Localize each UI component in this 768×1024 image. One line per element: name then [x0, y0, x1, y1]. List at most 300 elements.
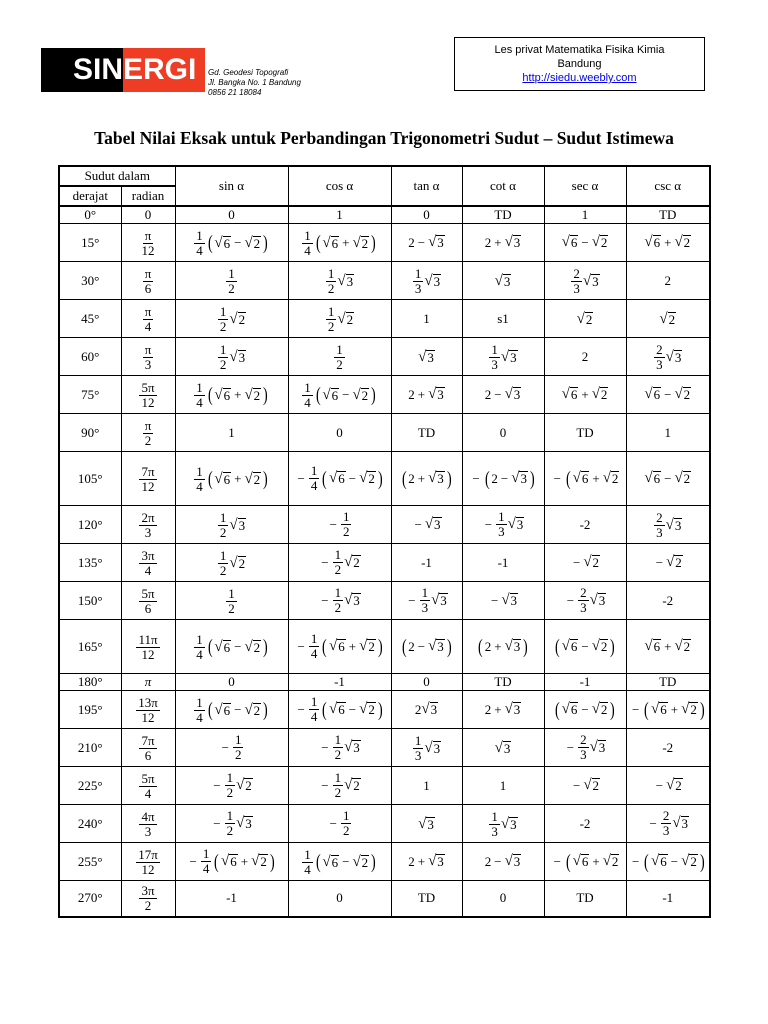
- csc-value-cell: [626, 843, 710, 881]
- website-link[interactable]: http://siedu.weebly.com: [522, 72, 637, 84]
- radian-cell: [121, 506, 175, 544]
- radian-cell: [121, 691, 175, 729]
- table-row: [59, 674, 710, 691]
- sec-value-cell: [544, 691, 626, 729]
- csc-value-cell: [626, 452, 710, 506]
- sec-value-cell: [544, 300, 626, 338]
- cot-value-cell: [462, 206, 544, 224]
- cos-value-cell: [288, 729, 391, 767]
- sec-value-cell: [544, 338, 626, 376]
- math-expression: 1: [581, 207, 589, 222]
- table-row: [59, 376, 710, 414]
- csc-value-cell: [626, 881, 710, 917]
- sin-value-cell: [175, 414, 288, 452]
- math-expression: $\frac{2}{3}$ √ 3: [656, 509, 682, 540]
- math-expression: − ( √ 6 + √ 2: [553, 467, 619, 490]
- sin-value-cell: [175, 805, 288, 843]
- degree-cell: 15°: [59, 224, 121, 262]
- cot-value-cell: [462, 506, 544, 544]
- sec-value-cell: [544, 805, 626, 843]
- math-expression: ( √ 6 − √ 2 ): [554, 635, 616, 658]
- math-expression: $\frac{7\pi}{12}$: [141, 463, 155, 494]
- math-expression: − $\frac{1}{2}$ √ 2: [321, 547, 360, 577]
- degree-cell: 240°: [59, 805, 121, 843]
- math-expression: − $\frac{2}{3}$ √ 3: [566, 585, 606, 615]
- cot-value-cell: [462, 691, 544, 729]
- math-expression: 1: [664, 424, 672, 440]
- math-expression: 0: [499, 890, 507, 906]
- cos-value-cell: [288, 544, 391, 582]
- csc-value-cell: [626, 767, 710, 805]
- radian-cell: [121, 452, 175, 506]
- math-expression: $\frac{\pi}{4}$: [144, 303, 152, 334]
- math-expression: √ 6 + √ 2: [644, 638, 691, 655]
- radian-cell: [121, 414, 175, 452]
- math-expression: 1: [423, 777, 430, 793]
- math-expression: √ 6 + √ 2: [561, 386, 608, 403]
- math-expression: 2 − √ 3: [484, 853, 521, 869]
- sin-value-cell: [175, 767, 288, 805]
- math-expression: ( √ 6 − √ 2 ): [554, 698, 616, 721]
- math-expression: -2: [662, 739, 674, 755]
- degree-cell: 30°: [59, 262, 121, 300]
- cot-value-cell: [462, 376, 544, 414]
- csc-value-cell: [626, 338, 710, 376]
- radian-cell: [121, 767, 175, 805]
- math-expression: − √ 2: [655, 554, 682, 570]
- csc-value-cell: [626, 206, 710, 224]
- math-expression: 0: [228, 674, 235, 689]
- math-expression: -2: [662, 592, 674, 608]
- tan-value-cell: [391, 843, 462, 881]
- sec-value-cell: [544, 224, 626, 262]
- math-expression: − ( √ 6 − √ 2 ): [632, 850, 705, 873]
- math-expression: $\frac{1}{3}$ √ 3: [491, 808, 517, 839]
- math-expression: 2 + √ 3: [408, 853, 444, 869]
- sec-value-cell: [544, 414, 626, 452]
- tan-value-cell: [391, 805, 462, 843]
- cos-value-cell: [288, 376, 391, 414]
- math-expression: $\frac{1}{2}$: [336, 341, 343, 372]
- math-expression: √ 6 − √ 2: [561, 234, 608, 251]
- math-expression: -1: [226, 890, 237, 906]
- math-expression: ( 2 + √ 3 ): [478, 635, 528, 658]
- math-expression: − $\frac{1}{3}$ √ 3: [408, 585, 447, 615]
- math-expression: √ 3: [494, 739, 511, 756]
- sin-value-cell: [175, 729, 288, 767]
- sec-value-cell: [544, 729, 626, 767]
- table-row: [59, 206, 710, 224]
- math-expression: -2: [579, 815, 591, 831]
- math-expression: $\frac{1}{4}$ ( √ 6 − √ 2 ): [304, 379, 376, 410]
- math-expression: 2 − √ 3: [484, 386, 521, 402]
- math-expression: √ 3: [494, 272, 511, 289]
- degree-cell: 180°: [59, 674, 121, 691]
- info-line: Les privat Matematika Fisika Kimia: [494, 44, 665, 56]
- math-expression: -2: [579, 516, 591, 532]
- math-expression: √ 2: [576, 310, 593, 327]
- degree-cell: 60°: [59, 338, 121, 376]
- header-cot: [462, 166, 544, 206]
- math-expression: $\frac{5\pi}{6}$: [141, 585, 155, 616]
- math-expression: − $\frac{1}{2}$: [221, 732, 242, 762]
- table-row: [59, 452, 710, 506]
- math-expression: 0: [144, 207, 152, 222]
- radian-cell: [121, 729, 175, 767]
- cos-value-cell: [288, 452, 391, 506]
- csc-value-cell: [626, 414, 710, 452]
- tan-value-cell: [391, 729, 462, 767]
- table-row: [59, 506, 710, 544]
- math-expression: $\frac{5\pi}{4}$: [141, 770, 155, 801]
- math-expression: − $\frac{1}{4}$ ( √ 6 − √ 2 ): [297, 694, 383, 724]
- cot-value-cell: [462, 414, 544, 452]
- math-expression: − ( 2 − √ 3 ): [472, 467, 535, 490]
- header-sec-text: sec α: [571, 178, 599, 193]
- cos-value-cell: [288, 691, 391, 729]
- math-expression: $\frac{3\pi}{2}$: [141, 883, 155, 914]
- sec-value-cell: [544, 843, 626, 881]
- table-row: [59, 843, 710, 881]
- math-expression: 1: [499, 777, 507, 793]
- sin-value-cell: [175, 376, 288, 414]
- tan-value-cell: [391, 300, 462, 338]
- math-expression: $\frac{1}{4}$ ( √ 6 − √ 2 ): [196, 227, 268, 258]
- cos-value-cell: [288, 843, 391, 881]
- header-tan-text: tan α: [413, 178, 440, 193]
- cot-value-cell: [462, 224, 544, 262]
- tan-value-cell: [391, 506, 462, 544]
- cot-value-cell: [462, 544, 544, 582]
- math-expression: $\frac{1}{2}$ √ 3: [219, 509, 246, 540]
- radian-cell: [121, 843, 175, 881]
- logo-text-orange: ERGI: [123, 48, 205, 92]
- math-expression: − √ 3: [414, 516, 441, 532]
- math-expression: − $\frac{2}{3}$ √ 3: [649, 808, 689, 838]
- radian-cell: [121, 805, 175, 843]
- trig-table: [58, 165, 711, 918]
- math-expression: − $\frac{1}{2}$ √ 2: [321, 770, 360, 800]
- csc-value-cell: [626, 506, 710, 544]
- math-expression: -1: [334, 674, 345, 689]
- math-expression: − $\frac{1}{2}$: [329, 808, 350, 838]
- table-row: [59, 338, 710, 376]
- sec-value-cell: [544, 674, 626, 691]
- csc-value-cell: [626, 544, 710, 582]
- math-expression: $\frac{1}{2}$ √ 3: [327, 265, 354, 296]
- math-expression: ( 2 + √ 3 ): [401, 467, 452, 490]
- math-expression: $\frac{1}{2}$: [228, 265, 235, 296]
- math-expression: − $\frac{1}{4}$ ( √ 6 + √ 2 ): [297, 631, 383, 661]
- cot-value-cell: [462, 300, 544, 338]
- math-expression: $\frac{5\pi}{12}$: [141, 379, 155, 410]
- table-row: [59, 414, 710, 452]
- degree-cell: 195°: [59, 691, 121, 729]
- math-expression: − $\frac{1}{2}$ √ 3: [213, 808, 252, 838]
- sec-value-cell: [544, 620, 626, 674]
- math-expression: − $\frac{1}{4}$ ( √ 6 + √ 2 ): [189, 846, 275, 876]
- math-expression: $\frac{1}{4}$ ( √ 6 + √ 2 ): [196, 379, 268, 410]
- sec-value-cell: [544, 452, 626, 506]
- math-expression: $\frac{2\pi}{3}$: [141, 509, 155, 540]
- table-row: [59, 300, 710, 338]
- sec-value-cell: [544, 544, 626, 582]
- address-block: [208, 68, 301, 98]
- trig-table-body: [59, 206, 710, 917]
- math-expression: $\frac{4\pi}{3}$: [141, 808, 155, 839]
- math-expression: 0: [423, 207, 430, 222]
- degree-cell: 120°: [59, 506, 121, 544]
- tan-value-cell: [391, 414, 462, 452]
- math-expression: √ 6 + √ 2: [644, 234, 691, 251]
- math-expression: TD: [576, 890, 594, 906]
- radian-cell: [121, 544, 175, 582]
- tan-value-cell: [391, 376, 462, 414]
- sin-value-cell: [175, 620, 288, 674]
- header-cot-text: cot α: [490, 178, 516, 193]
- sin-value-cell: [175, 206, 288, 224]
- math-expression: $\frac{1}{4}$ ( √ 6 − √ 2 ): [196, 694, 268, 725]
- degree-cell: 165°: [59, 620, 121, 674]
- radian-cell: [121, 224, 175, 262]
- table-row: [59, 729, 710, 767]
- cos-value-cell: [288, 262, 391, 300]
- csc-value-cell: [626, 620, 710, 674]
- cot-value-cell: [462, 338, 544, 376]
- math-expression: 2: [581, 348, 589, 364]
- sin-value-cell: [175, 582, 288, 620]
- math-expression: -1: [421, 554, 432, 570]
- math-expression: 2: [664, 272, 672, 288]
- math-expression: $\frac{7\pi}{6}$: [141, 732, 155, 763]
- math-expression: -1: [497, 554, 509, 570]
- cos-value-cell: [288, 582, 391, 620]
- address-line: Jl. Bangka No. 1 Bandung: [208, 78, 301, 87]
- cot-value-cell: [462, 729, 544, 767]
- header-radian: radian: [121, 186, 175, 206]
- header-degree: derajat: [59, 186, 121, 206]
- sin-value-cell: [175, 224, 288, 262]
- math-expression: $\frac{1}{2}$ √ 3: [219, 341, 246, 372]
- math-expression: 2 √ 3: [414, 701, 438, 717]
- degree-cell: 90°: [59, 414, 121, 452]
- math-expression: √ 3: [418, 815, 434, 832]
- table-row: [59, 881, 710, 917]
- degree-cell: 210°: [59, 729, 121, 767]
- math-expression: TD: [417, 424, 436, 440]
- csc-value-cell: [626, 674, 710, 691]
- sin-value-cell: [175, 300, 288, 338]
- sin-value-cell: [175, 674, 288, 691]
- radian-cell: [121, 881, 175, 917]
- cos-value-cell: [288, 805, 391, 843]
- tan-value-cell: [391, 224, 462, 262]
- csc-value-cell: [626, 691, 710, 729]
- cot-value-cell: [462, 452, 544, 506]
- math-expression: − $\frac{1}{2}$: [329, 509, 350, 539]
- sec-value-cell: [544, 506, 626, 544]
- header-cos-text: cos α: [325, 178, 354, 193]
- math-expression: − ( √ 6 + √ 2: [553, 850, 619, 873]
- tan-value-cell: [391, 206, 462, 224]
- sec-value-cell: [544, 376, 626, 414]
- tan-value-cell: [391, 620, 462, 674]
- degree-cell: 225°: [59, 767, 121, 805]
- sec-value-cell: [544, 582, 626, 620]
- csc-value-cell: [626, 224, 710, 262]
- math-expression: 0: [423, 674, 430, 689]
- cot-value-cell: [462, 805, 544, 843]
- math-expression: $\frac{1}{2}$ √ 2: [327, 303, 354, 334]
- math-expression: √ 6 − √ 2: [644, 386, 691, 403]
- math-expression: s1: [497, 310, 509, 326]
- csc-value-cell: [626, 376, 710, 414]
- math-expression: $\frac{\pi}{2}$: [144, 417, 152, 448]
- cot-value-cell: [462, 262, 544, 300]
- math-expression: − $\frac{1}{4}$ ( √ 6 − √ 2 ): [297, 463, 383, 493]
- math-expression: $\frac{\pi}{6}$: [144, 265, 152, 296]
- table-row: [59, 582, 710, 620]
- degree-cell: 45°: [59, 300, 121, 338]
- math-expression: 2 + √ 3: [408, 386, 444, 402]
- page-title: Tabel Nilai Eksak untuk Perbandingan Trigonometri Sudut – Sudut Istimewa: [94, 128, 674, 148]
- math-expression: $\frac{1}{3}$ √ 3: [491, 341, 517, 372]
- sec-value-cell: [544, 767, 626, 805]
- degree-cell: 270°: [59, 881, 121, 917]
- header-tan: [391, 166, 462, 206]
- math-expression: $\frac{1}{3}$ √ 3: [414, 265, 441, 296]
- cot-value-cell: [462, 767, 544, 805]
- math-expression: − √ 2: [572, 777, 600, 793]
- math-expression: $\frac{2}{3}$ √ 3: [656, 341, 682, 372]
- csc-value-cell: [626, 729, 710, 767]
- math-expression: TD: [576, 424, 594, 440]
- radian-cell: [121, 206, 175, 224]
- degree-cell: 135°: [59, 544, 121, 582]
- math-expression: $\frac{1}{4}$ ( √ 6 − √ 2 ): [304, 846, 376, 877]
- address-line: Gd. Geodesi Topografi: [208, 68, 289, 77]
- degree-cell: 150°: [59, 582, 121, 620]
- phone-line: 0856 21 18084: [208, 88, 262, 97]
- math-expression: -1: [662, 890, 674, 906]
- sin-value-cell: [175, 881, 288, 917]
- sin-value-cell: [175, 691, 288, 729]
- sinergi-logo: [41, 48, 205, 92]
- math-expression: 0: [336, 424, 343, 440]
- math-expression: $\frac{3\pi}{4}$: [141, 547, 155, 578]
- info-box: [454, 37, 705, 91]
- cos-value-cell: [288, 338, 391, 376]
- math-expression: − $\frac{1}{2}$ √ 2: [213, 770, 252, 800]
- degree-cell: 75°: [59, 376, 121, 414]
- sin-value-cell: [175, 452, 288, 506]
- degree-cell: 255°: [59, 843, 121, 881]
- tan-value-cell: [391, 262, 462, 300]
- degree-cell: 105°: [59, 452, 121, 506]
- math-expression: TD: [494, 207, 512, 222]
- math-expression: $\frac{13\pi}{12}$: [138, 694, 158, 725]
- math-expression: -1: [579, 674, 591, 689]
- header-csc-text: csc α: [654, 178, 682, 193]
- table-row: [59, 544, 710, 582]
- header-cos: [288, 166, 391, 206]
- math-expression: 2 − √ 3: [408, 234, 444, 250]
- math-expression: 0: [499, 424, 507, 440]
- math-expression: $\frac{1}{4}$ ( √ 6 + √ 2 ): [196, 463, 268, 494]
- math-expression: − $\frac{1}{3}$ √ 3: [484, 509, 524, 539]
- math-expression: 1: [228, 424, 235, 440]
- table-row: [59, 620, 710, 674]
- cos-value-cell: [288, 767, 391, 805]
- math-expression: − $\frac{2}{3}$ √ 3: [566, 732, 606, 762]
- table-row: [59, 262, 710, 300]
- tan-value-cell: [391, 544, 462, 582]
- math-expression: TD: [659, 207, 677, 222]
- radian-cell: [121, 338, 175, 376]
- table-row: [59, 224, 710, 262]
- radian-cell: [121, 300, 175, 338]
- sin-value-cell: [175, 544, 288, 582]
- math-expression: TD: [494, 674, 512, 689]
- radian-cell: [121, 582, 175, 620]
- math-expression: $\frac{1}{4}$ ( √ 6 − √ 2 ): [196, 631, 268, 662]
- cot-value-cell: [462, 674, 544, 691]
- math-expression: 0: [336, 890, 343, 906]
- tan-value-cell: [391, 452, 462, 506]
- cos-value-cell: [288, 620, 391, 674]
- cos-value-cell: [288, 300, 391, 338]
- angle-group-header: Sudut dalam: [59, 166, 175, 186]
- tan-value-cell: [391, 582, 462, 620]
- math-expression: $\frac{\pi}{3}$: [144, 341, 152, 372]
- tan-value-cell: [391, 674, 462, 691]
- math-expression: 2 + √ 3: [484, 234, 521, 250]
- math-expression: TD: [659, 674, 677, 689]
- math-expression: $\frac{2}{3}$ √ 3: [573, 265, 599, 296]
- csc-value-cell: [626, 300, 710, 338]
- radian-cell: [121, 262, 175, 300]
- cot-value-cell: [462, 620, 544, 674]
- cos-value-cell: [288, 224, 391, 262]
- math-expression: √ 2: [659, 310, 676, 327]
- tan-value-cell: [391, 767, 462, 805]
- tan-value-cell: [391, 691, 462, 729]
- math-expression: √ 3: [418, 348, 434, 365]
- math-expression: $\frac{1}{4}$ ( √ 6 + √ 2 ): [304, 227, 376, 258]
- sin-value-cell: [175, 262, 288, 300]
- math-expression: 1: [423, 310, 430, 326]
- header-sin: [175, 166, 288, 206]
- cot-value-cell: [462, 582, 544, 620]
- table-row: [59, 691, 710, 729]
- math-expression: 1: [336, 207, 343, 222]
- math-expression: $\frac{1}{3}$ √ 3: [414, 732, 441, 763]
- header-csc: [626, 166, 710, 206]
- csc-value-cell: [626, 805, 710, 843]
- cos-value-cell: [288, 206, 391, 224]
- cos-value-cell: [288, 506, 391, 544]
- math-expression: 0: [228, 207, 235, 222]
- math-expression: − √ 2: [655, 777, 682, 793]
- cot-value-cell: [462, 881, 544, 917]
- cot-value-cell: [462, 843, 544, 881]
- sec-value-cell: [544, 206, 626, 224]
- math-expression: $\frac{1}{2}$ √ 2: [219, 303, 246, 334]
- info-city: Bandung: [557, 58, 602, 70]
- math-expression: − ( √ 6 + √ 2 ): [632, 698, 705, 721]
- sin-value-cell: [175, 843, 288, 881]
- math-expression: $\frac{11\pi}{12}$: [138, 631, 158, 662]
